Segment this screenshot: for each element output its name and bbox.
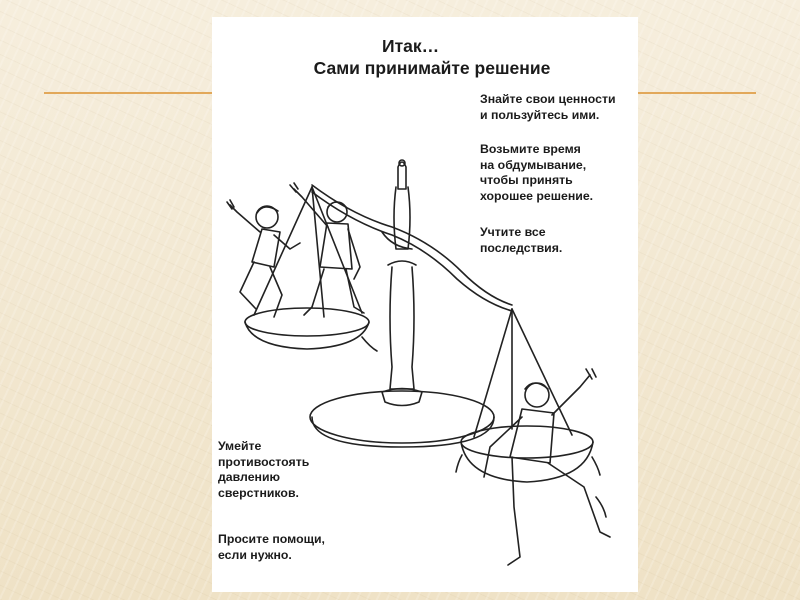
decorative-rule-left [44, 92, 214, 94]
tip-take-time: Возьмите время на обдумывание, чтобы принять хорошее решение. [480, 142, 594, 203]
title-line-2: Сами принимайте решение [313, 58, 551, 78]
tip-ask-for-help: Просите помощи, если нужно. [218, 532, 325, 562]
tip-resist-peer-pressure: Умейте противостоять давлению сверстников. [218, 439, 310, 500]
figure-girl-left [227, 200, 300, 317]
decorative-rule-right [638, 92, 756, 94]
tip-consider-consequences: Учтите все последствия. [480, 225, 563, 255]
slide-title [212, 35, 652, 79]
right-pan [456, 309, 600, 482]
left-pan [245, 187, 377, 351]
scale-base [310, 389, 494, 448]
title-line-1: Итак… [382, 36, 440, 56]
illustration-card [212, 17, 638, 592]
scale-column [388, 160, 416, 389]
figure-boy-right [484, 369, 610, 565]
tip-know-values: Знайте свои ценности и пользуйтесь ими. [480, 92, 616, 122]
